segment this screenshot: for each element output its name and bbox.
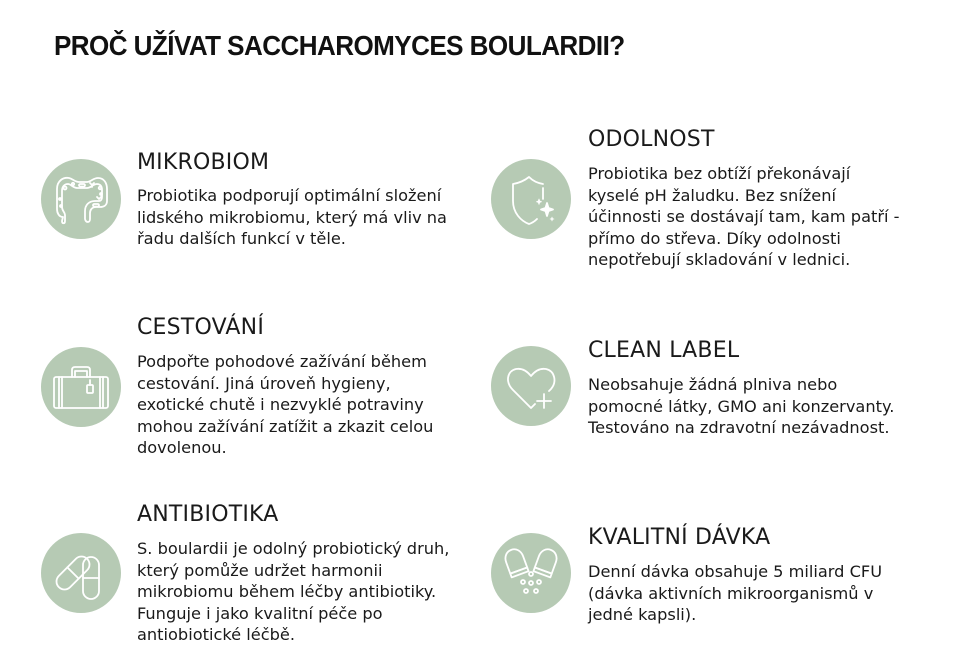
- suitcase-icon: [41, 347, 121, 427]
- feature-heading: CLEAN LABEL: [588, 338, 740, 363]
- shield-sparkle-icon: [491, 159, 571, 239]
- feature-description: [588, 561, 882, 626]
- description-line: který pomůže udržet harmonii: [137, 560, 383, 580]
- description-line: dovolenou.: [137, 438, 227, 457]
- description-line: Testováno na zdravotní nezávadnost.: [588, 418, 890, 437]
- description-line: přímo do střeva. Díky odolnosti: [588, 228, 841, 248]
- description-line: mikrobiomu během léčby antibiotiky.: [137, 582, 437, 601]
- description-line: exotické chutě i nezvyklé potraviny: [137, 395, 424, 414]
- capsules-icon: [41, 533, 121, 613]
- intestine-icon: [41, 159, 121, 239]
- feature-description: [137, 538, 449, 646]
- page-title: PROČ UŽÍVAT SACCHAROMYCES BOULARDII?: [54, 30, 625, 61]
- feature-description: [137, 351, 433, 459]
- description-line: cestování. Jiná úroveň hygieny,: [137, 373, 391, 393]
- description-line: řadu dalších funkcí v těle.: [137, 229, 346, 248]
- feature-heading: ODOLNOST: [588, 127, 715, 152]
- description-line: Neobsahuje žádná plniva nebo: [588, 375, 838, 394]
- description-line: lidského mikrobiomu, který má vliv na: [137, 207, 447, 227]
- description-line: účinnosti se dostávají tam, kam patří -: [588, 207, 900, 226]
- description-line: nepotřebují skladování v lednici.: [588, 250, 851, 269]
- description-line: Podpořte pohodové zažívání během: [137, 352, 427, 371]
- description-line: kyselé pH žaludku. Bez snížení: [588, 185, 836, 205]
- description-line: Denní dávka obsahuje 5 miliard CFU: [588, 562, 883, 581]
- description-line: Funguje i jako kvalitní péče po: [137, 603, 383, 623]
- description-line: Probiotika podporují optimální složení: [137, 186, 442, 205]
- description-line: Probiotika bez obtíží překonávají: [588, 164, 851, 183]
- feature-description: [137, 185, 447, 250]
- open-capsule-icon: [491, 533, 571, 613]
- description-line: pomocné látky, GMO ani konzervanty.: [588, 396, 895, 416]
- feature-description: [588, 163, 900, 271]
- feature-heading: MIKROBIOM: [137, 150, 270, 175]
- description-line: (dávka aktivních mikroorganismů v: [588, 583, 874, 603]
- description-line: mohou zažívání zatížit a zkazit celou: [137, 416, 434, 436]
- heart-plus-icon: [491, 346, 571, 426]
- feature-heading: ANTIBIOTIKA: [137, 502, 279, 527]
- feature-heading: CESTOVÁNÍ: [137, 315, 265, 340]
- feature-heading: KVALITNÍ DÁVKA: [588, 525, 771, 550]
- feature-description: [588, 374, 894, 439]
- description-line: antiobiotické léčbě.: [137, 625, 295, 644]
- description-line: S. boulardii je odolný probiotický druh,: [137, 539, 450, 558]
- description-line: jedné kapsli).: [588, 605, 697, 624]
